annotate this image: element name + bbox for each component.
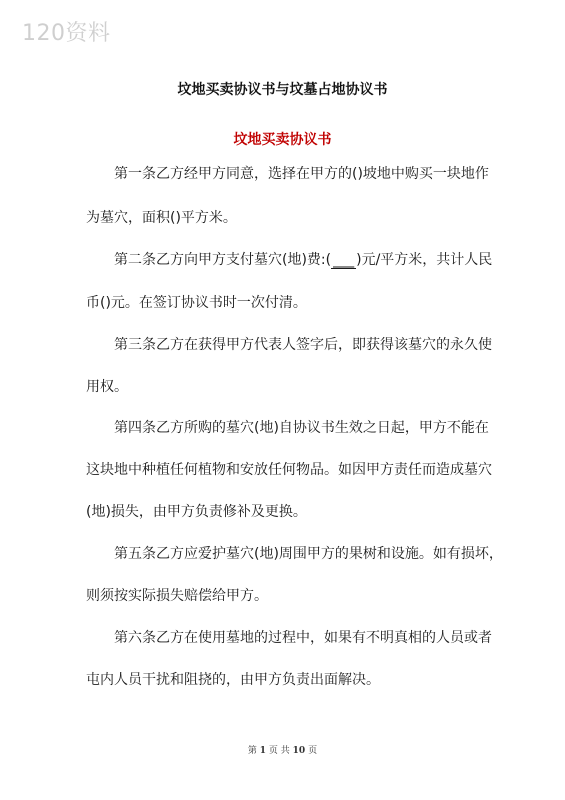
paragraph-line: 这块地中种植任何植物和安放任何物品。如因甲方责任而造成墓穴 <box>86 462 492 478</box>
section-title: 坟地买卖协议书 <box>233 132 332 148</box>
watermark: 120资料 <box>22 21 111 46</box>
footer-suffix: 页 <box>308 746 318 756</box>
footer-middle: 页 共 <box>268 746 290 756</box>
paragraph-line: 第五条乙方应爱护墓穴(地)周围甲方的果树和设施。如有损坏， <box>114 546 503 562</box>
paragraph-line: 第四条乙方所购的墓穴(地)自协议书生效之日起，甲方不能在 <box>114 420 489 436</box>
paragraph-text: )元/平方米，共计人民 <box>356 252 493 268</box>
paragraph-line: 第一条乙方经甲方同意，选择在甲方的()坡地中购买一块地作 <box>114 166 489 182</box>
paragraph-line: (地)损失，由甲方负责修补及更换。 <box>86 504 307 520</box>
paragraph-line: 用权。 <box>86 379 128 395</box>
page-footer <box>0 743 565 756</box>
paragraph-line: 屯内人员干扰和阻挠的，由甲方负责出面解决。 <box>86 672 380 688</box>
paragraph-line: 币()元。在签订协议书时一次付清。 <box>86 295 307 311</box>
document-title: 坟地买卖协议书与坟墓占地协议书 <box>177 82 388 98</box>
paragraph-line <box>114 249 492 269</box>
footer-total-pages: 10 <box>292 746 306 756</box>
paragraph-text: 第二条乙方向甲方支付墓穴(地)费:( <box>114 252 332 268</box>
paragraph-line: 为墓穴，面积()平方米。 <box>86 210 237 226</box>
footer-page-number: 1 <box>259 746 267 756</box>
fill-blank: ___ <box>333 252 355 268</box>
paragraph-line: 第六条乙方在使用墓地的过程中，如果有不明真相的人员或者 <box>114 630 492 646</box>
paragraph-line: 第三条乙方在获得甲方代表人签字后，即获得该墓穴的永久使 <box>114 337 492 353</box>
paragraph-line: 则须按实际损失赔偿给甲方。 <box>86 588 268 604</box>
footer-prefix: 第 <box>247 746 257 756</box>
